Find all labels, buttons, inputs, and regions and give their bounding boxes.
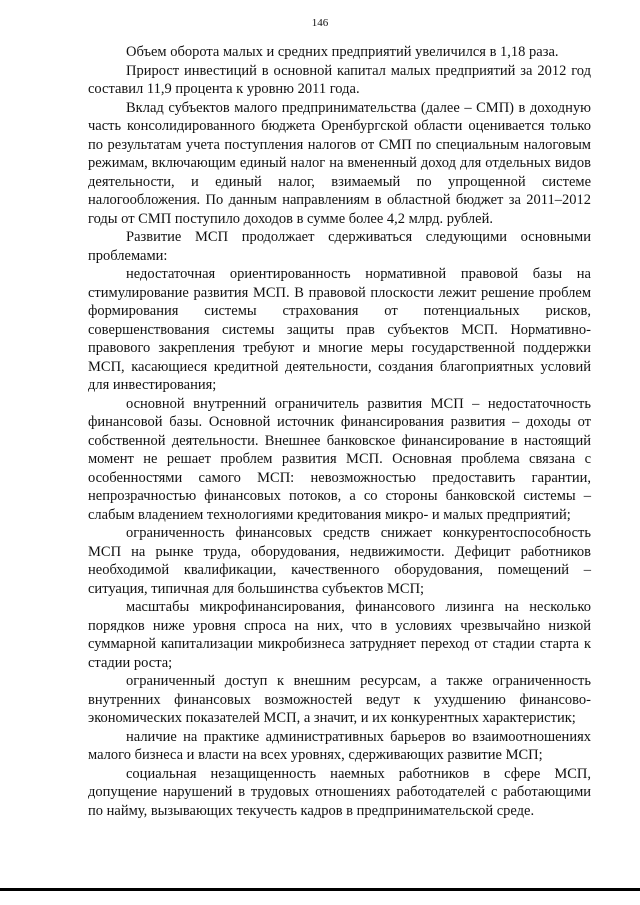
paragraph-turnover: Объем оборота малых и средних предприятий увеличился в 1,18 раза. (126, 44, 559, 60)
paragraph-legal-base: недостаточная ориентированность нормативной правовой базы на стимулирование развития МСП. В правовой плоскости лежит решение проблем формирования системы страхования от потенциальных рисков, совершенствования системы защиты прав субъектов МСП. Нормативно-правового закрепления требуют и многие меры государственной поддержки МСП, касающиеся кредитной деятельности, создания благоприятных условий для инвестирования; (88, 266, 591, 393)
paragraph-administrative-barriers: наличие на практике административных барьеров во взаимоотношениях малого бизнеса и власти на всех уровнях, сдерживающих развитие МСП; (88, 728, 591, 763)
paragraph-competitiveness: ограниченность финансовых средств снижает конкурентоспособность МСП на рынке труда, оборудования, недвижимости. Дефицит работников необходимой квалификации, качественного оборудования, помещений – ситуация, типичная для большинства субъектов МСП; (88, 525, 591, 597)
page-number: 146 (311, 17, 329, 29)
paragraph-problems-intro: Развитие МСП продолжает сдерживаться следующими основными проблемами: (88, 229, 591, 264)
paragraph-social-insecurity: социальная незащищенность наемных работников в сфере МСП, допущение нарушений в трудовых отношениях работодателей с работающими по найму, вызывающих текучесть кадров в предпринимательской среде. (88, 765, 591, 819)
paragraph-budget-contribution: Вклад субъектов малого предпринимательства (далее – СМП) в доходную часть консолидированного бюджета Оренбургской области оценивается только по результатам учета поступления налогов от СМП по специальным налоговым режимам, включающим единый налог на вмененный доход для отдельных видов деятельности, и единый налог, взимаемый по упрощенной системе налогообложения. По данным направлениям в областной бюджет за 2011–2012 годы от СМП поступило доходов в сумме более 4,2 млрд. рублей. (88, 99, 591, 227)
paragraph-financial-base: основной внутренний ограничитель развития МСП – недостаточность финансовой базы. Основной источник финансирования развития – доходы от собственной деятельности. Внешнее банковское финансирование в настоящий момент не решает проблем развития МСП. Основная проблема связана с особенностями самого МСП: невозможностью предоставить гарантии, непрозрачностью финансовых потоков, а со стороны банковской системы – слабым владением технологиями кредитования микро- и малых предприятий; (88, 395, 591, 523)
paragraph-external-resources: ограниченный доступ к внешним ресурсам, а также ограниченность внутренних финансовых возможностей ведут к ухудшению финансово-экономических показателей МСП, а значит, и их конкурентных характеристик; (88, 673, 591, 726)
document-body (88, 43, 591, 820)
paragraph-investment: Прирост инвестиций в основной капитал малых предприятий за 2012 год составил 11,9 процента к уровню 2011 года. (88, 62, 591, 97)
paragraph-microfinance: масштабы микрофинансирования, финансового лизинга на несколько порядков ниже уровня спроса на них, что в условиях чрезвычайно низкой суммарной капитализации микробизнеса затрудняет переход от стадии старта к стадии роста; (88, 599, 591, 671)
bottom-rule (0, 888, 640, 891)
